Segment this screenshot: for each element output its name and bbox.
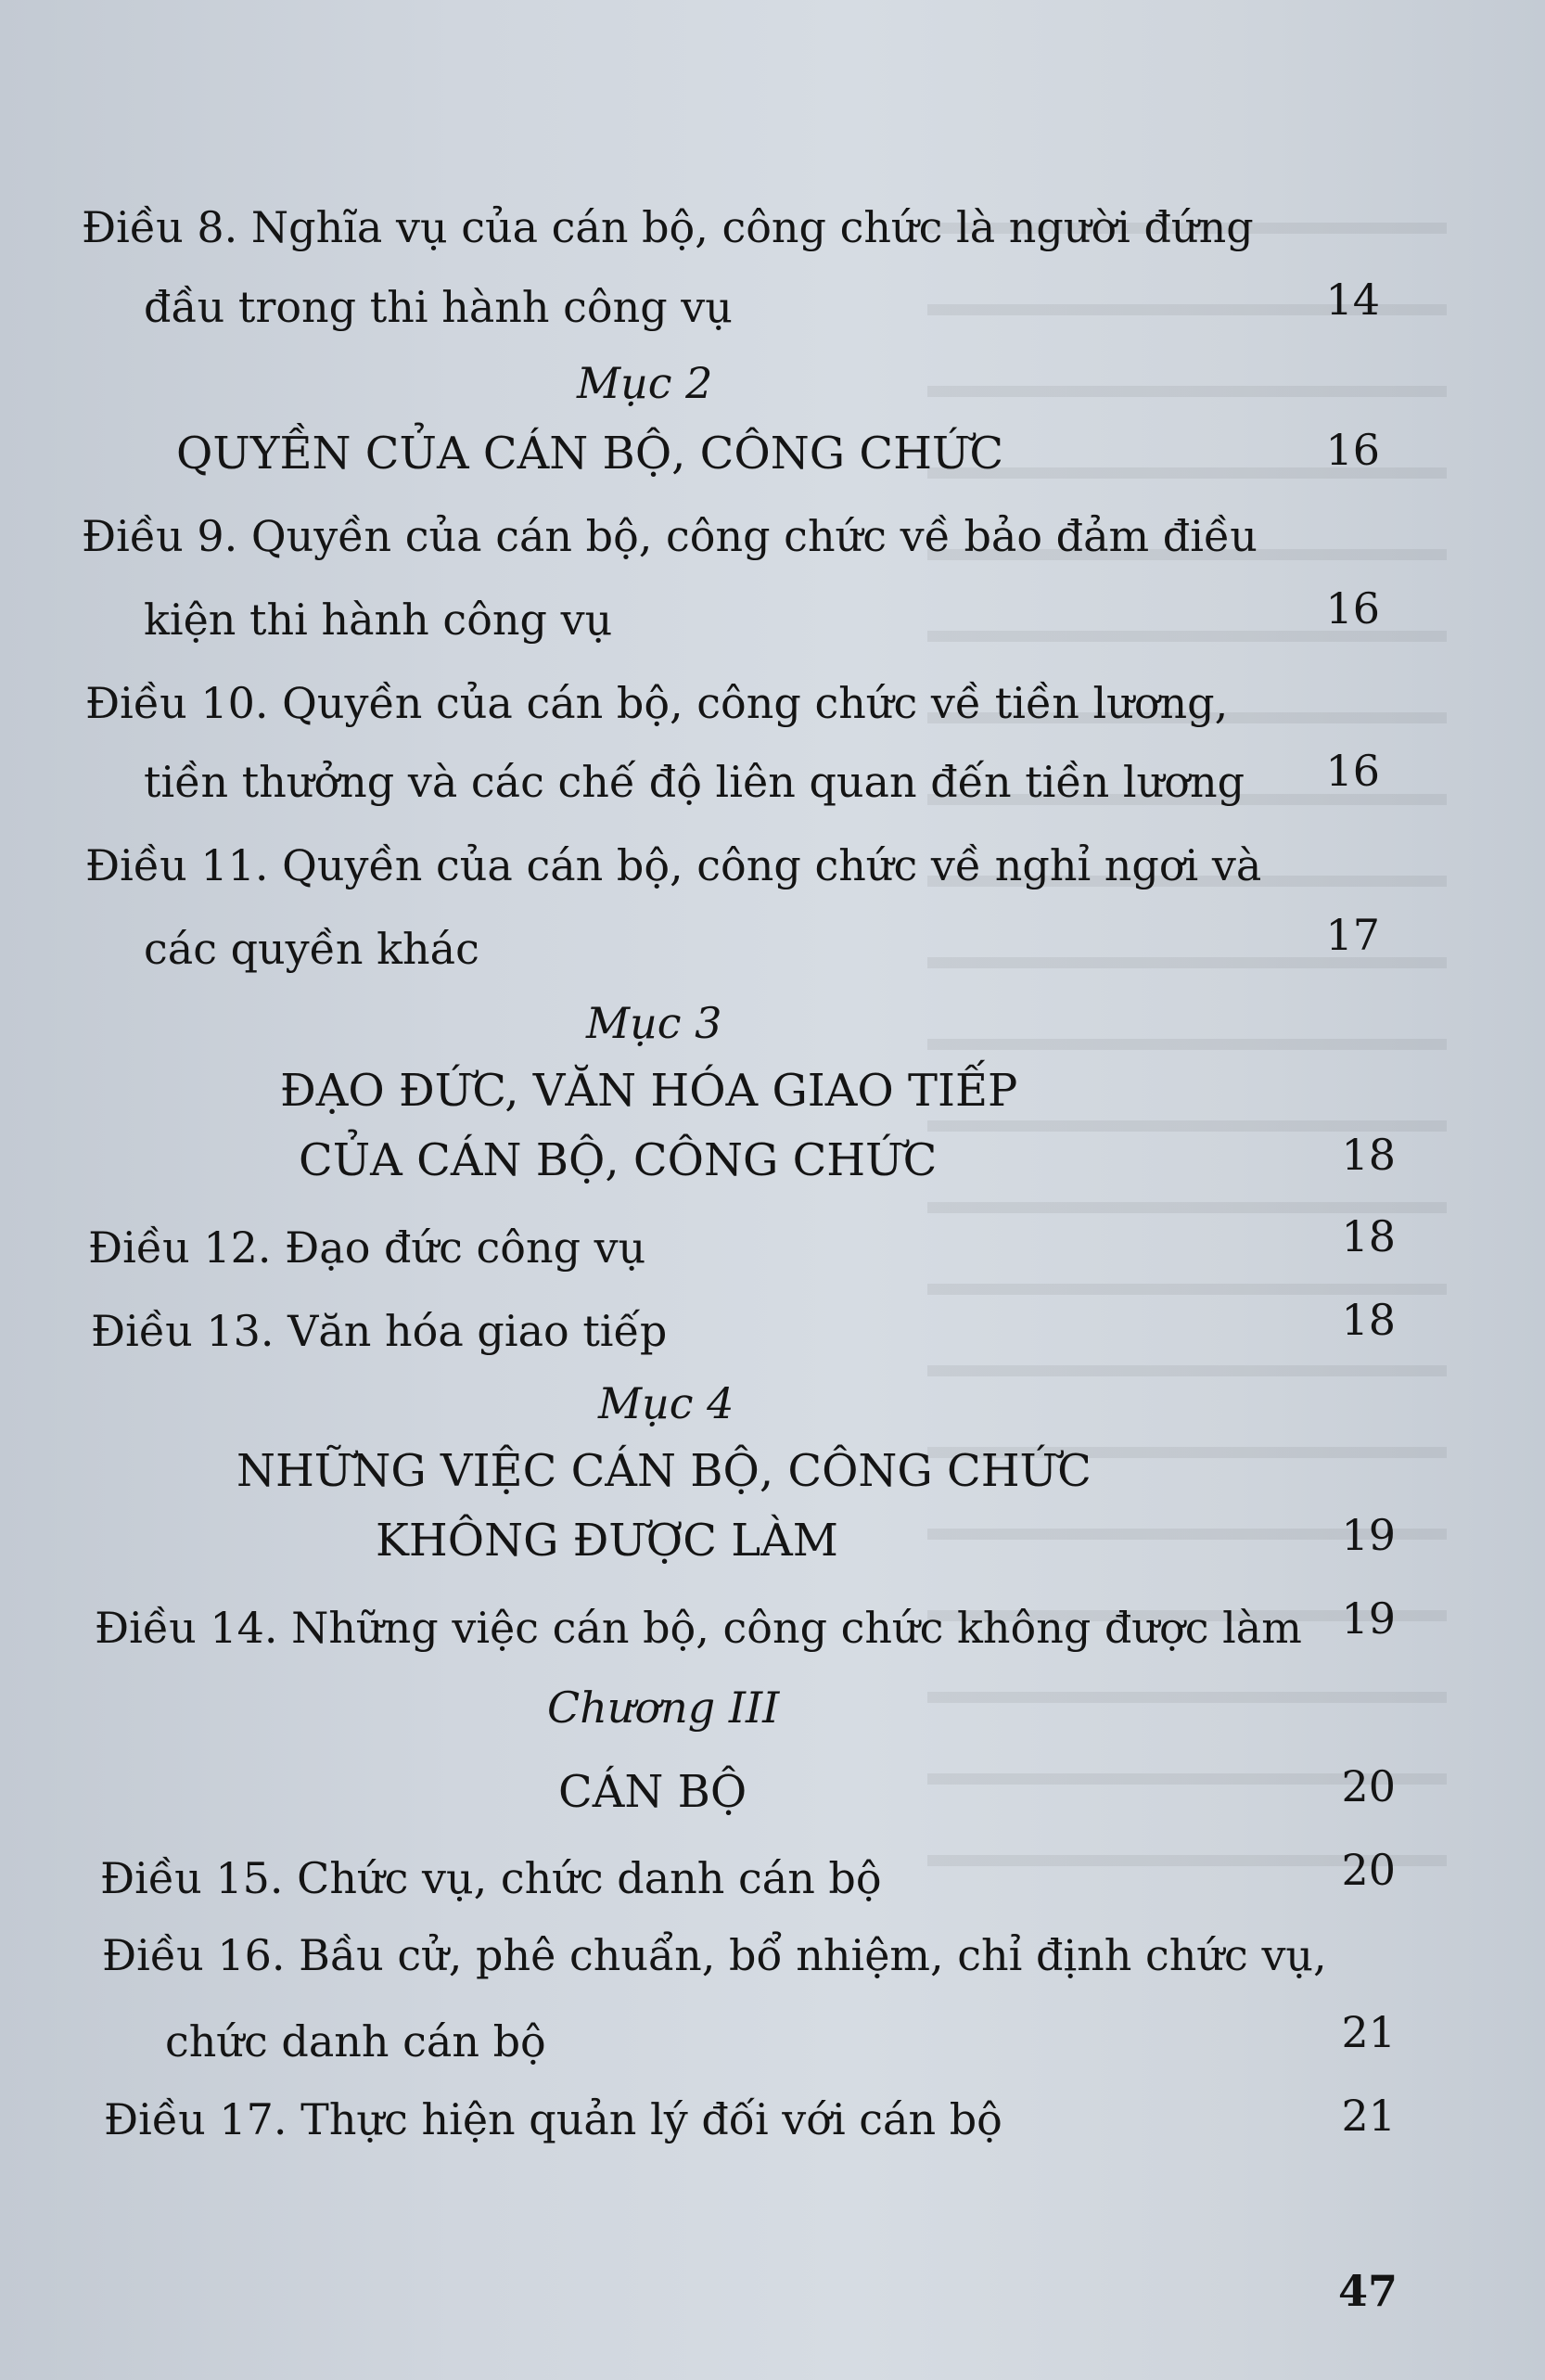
toc-entry-dieu-10-line1: Điều 10. Quyền của cán bộ, công chức về tiền lương, [85, 678, 1229, 728]
toc-page-dieu-17: 21 [1341, 2091, 1396, 2141]
toc-entry-dieu-16-line1: Điều 16. Bầu cử, phê chuẩn, bổ nhiệm, chỉ định chức vụ, [102, 1930, 1327, 1980]
toc-entry-dieu-12: Điều 12. Đạo đức công vụ [88, 1222, 646, 1273]
toc-entry-dieu-11-line1: Điều 11. Quyền của cán bộ, công chức về nghỉ ngơi và [85, 840, 1262, 890]
section-title-muc-3-line1: ĐẠO ĐỨC, VĂN HÓA GIAO TIẾP [280, 1065, 1018, 1117]
section-title-muc-4-line2: KHÔNG ĐƯỢC LÀM [376, 1515, 838, 1567]
toc-page-muc-4: 19 [1341, 1510, 1396, 1560]
toc-page-dieu-11: 17 [1325, 910, 1380, 960]
toc-page-dieu-14: 19 [1341, 1593, 1396, 1644]
toc-page-muc-2: 16 [1325, 425, 1380, 475]
toc-page-dieu-8: 14 [1325, 275, 1380, 325]
toc-entry-dieu-15: Điều 15. Chức vụ, chức danh cán bộ [100, 1853, 882, 1903]
toc-page-chuong-3: 20 [1341, 1761, 1396, 1811]
toc-entry-dieu-11-line2: các quyền khác [144, 924, 479, 974]
toc-page-dieu-12: 18 [1341, 1211, 1396, 1261]
toc-page-muc-3: 18 [1341, 1130, 1396, 1180]
toc-entry-dieu-14: Điều 14. Những việc cán bộ, công chức không được làm [95, 1603, 1302, 1653]
toc-page-dieu-9: 16 [1325, 583, 1380, 633]
toc-entry-dieu-13: Điều 13. Văn hóa giao tiếp [91, 1306, 668, 1356]
section-label-muc-4: Mục 4 [598, 1378, 734, 1428]
toc-entry-dieu-17: Điều 17. Thực hiện quản lý đối với cán bộ [104, 2094, 1002, 2144]
toc-entry-dieu-16-line2: chức danh cán bộ [165, 2016, 546, 2067]
section-title-muc-2: QUYỀN CỦA CÁN BỘ, CÔNG CHỨC [176, 428, 1004, 480]
toc-page-dieu-13: 18 [1341, 1295, 1396, 1345]
chapter-label-chuong-3: Chương III [547, 1683, 780, 1733]
section-title-muc-4-line1: NHỮNG VIỆC CÁN BỘ, CÔNG CHỨC [236, 1445, 1092, 1497]
toc-page-dieu-10: 16 [1325, 746, 1380, 796]
toc-entry-dieu-9-line2: kiện thi hành công vụ [144, 595, 613, 645]
page-number: 47 [1338, 2266, 1398, 2316]
section-label-muc-2: Mục 2 [577, 358, 713, 408]
toc-entry-dieu-9-line1: Điều 9. Quyền của cán bộ, công chức về bảo đảm điều [82, 511, 1258, 561]
toc-page-dieu-16: 21 [1341, 2007, 1396, 2057]
section-label-muc-3: Mục 3 [586, 998, 722, 1048]
section-title-muc-3-line2: CỦA CÁN BỘ, CÔNG CHỨC [299, 1134, 938, 1186]
toc-entry-dieu-10-line2: tiền thưởng và các chế độ liên quan đến tiền lương [144, 757, 1245, 807]
toc-page-dieu-15: 20 [1341, 1845, 1396, 1895]
toc-entry-dieu-8-line1: Điều 8. Nghĩa vụ của cán bộ, công chức là người đứng [82, 202, 1254, 252]
chapter-title-chuong-3: CÁN BỘ [558, 1766, 747, 1818]
toc-entry-dieu-8-line2: đầu trong thi hành công vụ [144, 282, 733, 332]
